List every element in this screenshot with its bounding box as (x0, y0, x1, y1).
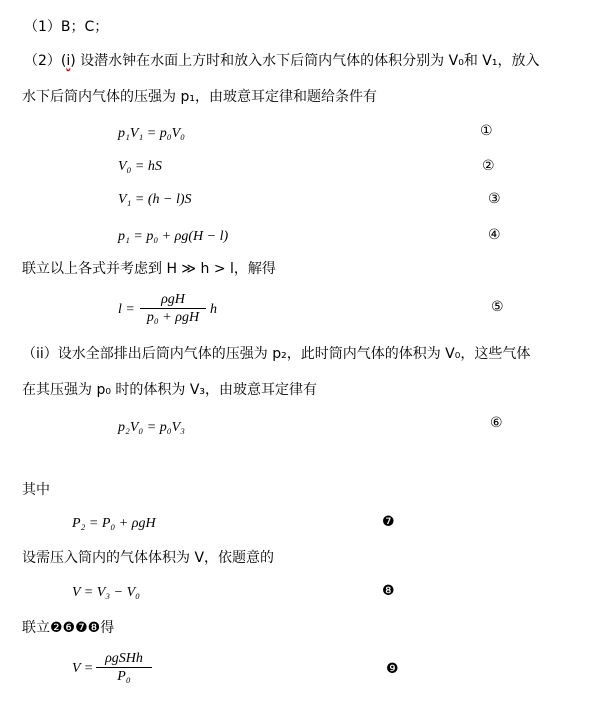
equation-5-denominator: p₀ + ρgH (146, 310, 200, 325)
equation-2: V₀ = hS (118, 159, 162, 174)
equation-9-fraction (96, 650, 152, 685)
equation-number-1: ① (480, 123, 493, 139)
equation-9-lhs: V = (72, 661, 94, 676)
part2-roman-i: i (66, 53, 71, 69)
equation-8: V = V₃ − V₀ (72, 585, 141, 600)
equation-number-2: ② (482, 158, 495, 174)
answer-part1: （1）B；C； (24, 19, 109, 35)
equation-6: p₂V₀ = p₀V₃ (118, 420, 186, 435)
volume-text: 设需压入筒内的气体体积为 V，依题意的 (22, 550, 275, 566)
part2-text: ) 设潜水钟在水面上方时和放入水下后筒内气体的体积分别为 V₀和 V₁，放入 (70, 53, 540, 69)
equation-5-lhs: l = (118, 302, 135, 317)
equation-number-7: ❼ (382, 514, 395, 530)
equation-number-5: ⑤ (491, 299, 504, 315)
part2-prefix: （2）( (24, 53, 67, 69)
where-text: 其中 (22, 482, 50, 498)
equation-4: p₁ = p₀ + ρg(H − l) (118, 229, 229, 244)
equation-9-denominator: P₀ (117, 669, 131, 684)
answer-part2-line2: 水下后筒内气体的压强为 p₁，由玻意耳定律和题给条件有 (22, 89, 377, 105)
equation-5-fraction (140, 291, 206, 326)
equation-9-numerator: ρgSHh (105, 651, 143, 666)
equation-5-rhs: h (210, 302, 217, 317)
equation-3: V₁ = (h − l)S (118, 192, 192, 207)
equation-1: p₁V₁ = p₀V₀ (118, 126, 186, 141)
equation-number-8: ❽ (382, 583, 395, 599)
equation-7: P₂ = P₀ + ρgH (72, 516, 156, 531)
equation-number-9: ❾ (386, 661, 399, 677)
equation-number-3: ③ (488, 191, 501, 207)
equation-number-4: ④ (488, 227, 501, 243)
part2-ii-text: （ii）设水全部排出后筒内气体的压强为 p₂，此时筒内气体的体积为 V₀，这些气体 (22, 346, 531, 362)
equation-number-6: ⑥ (490, 415, 503, 431)
answer-part2-intro (24, 52, 539, 70)
part2-ii-line2: 在其压强为 p₀ 时的体积为 V₃，由玻意耳定律有 (22, 382, 318, 398)
equation-5-numerator: ρgH (161, 292, 185, 307)
combine-text: 联立以上各式并考虑到 H ≫ h > l，解得 (22, 261, 276, 277)
combine-final-text: 联立❷❻❼❽得 (22, 620, 115, 636)
